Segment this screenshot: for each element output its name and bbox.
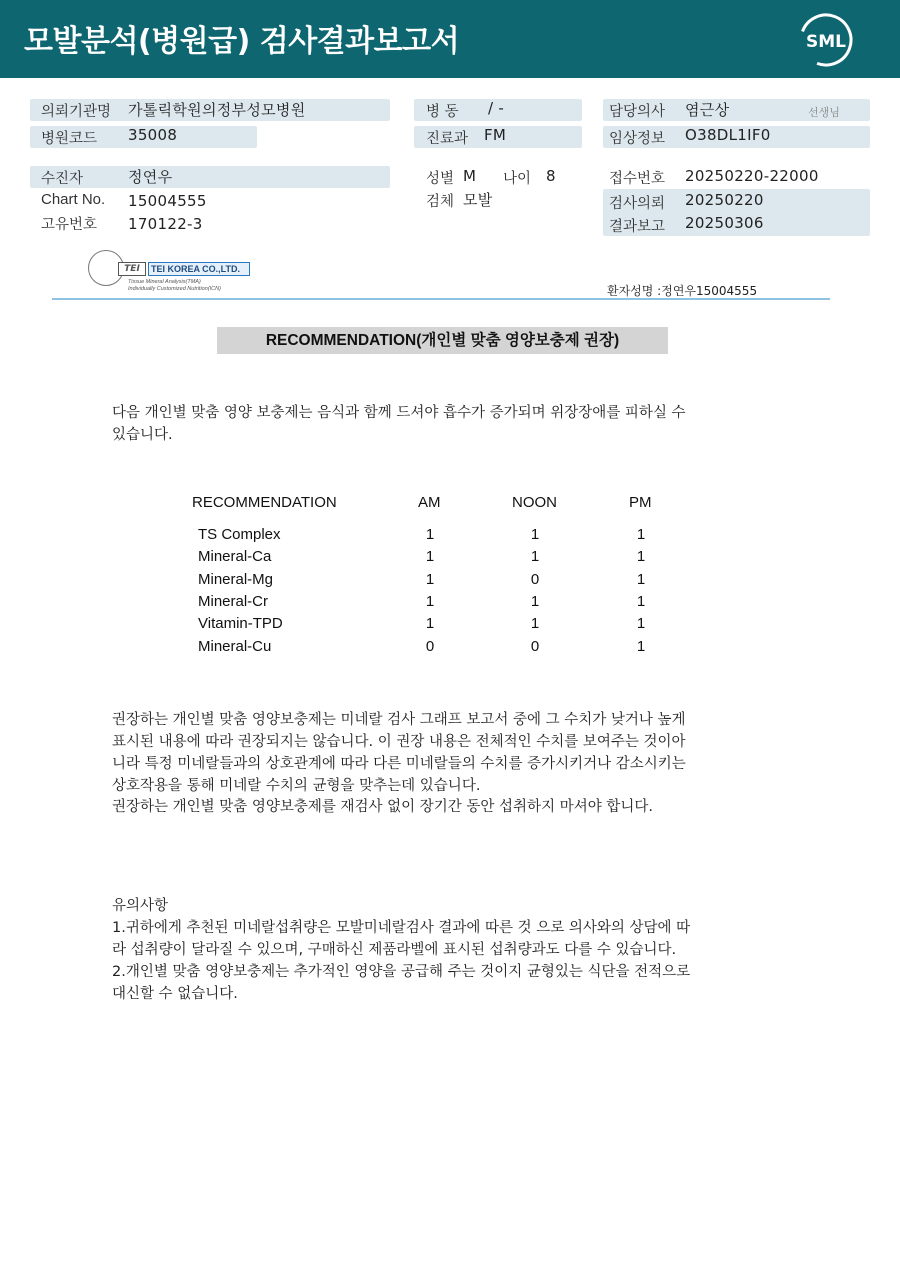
caution-line: 라 섭취량이 달라질 수 있으며, 구매하신 제품라벨에 표시된 섭취량과도 다를 수 있습니다. [112,942,677,958]
institution-label: 의뢰기관명 [41,104,112,120]
row-noon: 0 [530,571,540,588]
doctor-label: 담당의사 [609,104,666,120]
clinical-value: O38DL1IF0 [685,126,771,144]
row-am: 1 [425,593,435,610]
sml-logo-text: SML [806,32,846,52]
age-value: 8 [546,167,556,185]
unique-label: 고유번호 [41,217,98,233]
unique-value: 170122-3 [128,215,203,233]
row-name: Mineral-Cu [198,638,272,655]
note-line: 표시된 내용에 따라 권장되지는 않습니다. 이 권장 내용은 전체적인 수치를 보여주는 것이아 [112,734,686,750]
row-pm: 1 [636,526,646,543]
table-header-noon: NOON [512,494,557,511]
row-am: 0 [425,638,435,655]
report-date-value: 20250306 [685,214,764,232]
row-name: Mineral-Cr [198,593,269,610]
row-pm: 1 [636,638,646,655]
row-noon: 0 [530,638,540,655]
company-sub1: Tissue Mineral Analysis(TMA) [128,279,201,285]
receipt-value: 20250220-22000 [685,167,819,185]
sex-value: M [463,167,477,185]
note-line: 권장하는 개인별 맞춤 영양보충제를 재검사 없이 장기간 동안 섭취하지 마셔야 합니다. [112,799,653,815]
specimen-label: 검체 [426,194,455,210]
row-pm: 1 [636,548,646,565]
patient-label: 수진자 [41,171,84,187]
report-date-label: 결과보고 [609,219,666,235]
company-name: TEI KOREA CO.,LTD. [148,262,250,276]
intro-line: 다음 개인별 맞춤 영양 보충제는 음식과 함께 드셔야 흡수가 증가되며 위장장애를 피하실 수 [112,405,686,421]
caution-line: 2.개인별 맞춤 영양보충제는 추가적인 영양을 공급해 주는 것이지 균형있는 식단을 전적으로 [112,964,691,980]
request-label: 검사의뢰 [609,196,666,212]
row-pm: 1 [636,593,646,610]
row-noon: 1 [530,593,540,610]
row-noon: 1 [530,548,540,565]
note-line: 권장하는 개인별 맞춤 영양보충제는 미네랄 검사 그래프 보고서 중에 그 수치가 낮거나 높게 [112,712,686,728]
row-noon: 1 [530,615,540,632]
table-header-recommendation: RECOMMENDATION [192,494,337,511]
caution-heading: 유의사항 [112,898,169,914]
receipt-label: 접수번호 [609,171,666,187]
row-name: Mineral-Mg [198,571,274,588]
row-am: 1 [425,526,435,543]
tei-badge: TEI [118,262,146,276]
specimen-value: 모발 [463,191,493,209]
table-header-am: AM [418,494,441,511]
chart-value: 15004555 [128,192,207,210]
ward-value: / - [488,99,505,117]
page-title: 모발분석(병원급) 검사결과보고서 [24,24,460,59]
clinical-label: 임상정보 [609,131,666,147]
report-header [0,0,900,78]
row-pm: 1 [636,571,646,588]
row-am: 1 [425,615,435,632]
doctor-suffix: 선생님 [808,106,840,119]
row-name: Vitamin-TPD [198,615,283,632]
row-pm: 1 [636,615,646,632]
sex-label: 성별 [426,171,455,187]
chart-label: Chart No. [41,191,106,208]
patient-bar [30,166,390,188]
hospital-code-label: 병원코드 [41,131,98,147]
row-am: 1 [425,548,435,565]
table-header-pm: PM [629,494,652,511]
patient-name-line: 환자성명 :정연우15004555 [607,284,758,298]
doctor-value: 염근상 [685,101,730,119]
hospital-code-value: 35008 [128,126,178,144]
request-value: 20250220 [685,191,764,209]
age-label: 나이 [503,171,532,187]
recommendation-title: RECOMMENDATION(개인별 맞춤 영양보충제 권장) [265,332,620,349]
institution-value: 가톨릭학원의정부성모병원 [128,101,306,119]
note-line: 니라 특정 미네랄들과의 상호관계에 따라 다른 미네랄들의 수치를 증가시키거나 감소시키는 [112,756,686,772]
caution-line: 대신할 수 없습니다. [112,986,238,1002]
intro-line: 있습니다. [112,427,173,443]
caution-line: 1.귀하에게 추천된 미네랄섭취량은 모발미네랄검사 결과에 따른 것 으로 의사와의 상담에 따 [112,920,691,936]
row-am: 1 [425,571,435,588]
divider [52,298,830,300]
row-name: TS Complex [198,526,281,543]
recommendation-title-bar [217,327,668,354]
note-line: 상호작용을 통해 미네랄 수치의 균형을 맞추는데 있습니다. [112,778,481,794]
company-sub2: Individually Customized Nutrition(ICN) [128,286,221,292]
dept-label: 진료과 [426,131,469,147]
sml-logo [796,12,856,68]
ward-label: 병 동 [426,104,459,120]
row-name: Mineral-Ca [198,548,272,565]
patient-value: 정연우 [128,168,173,186]
dept-value: FM [484,126,507,144]
row-noon: 1 [530,526,540,543]
